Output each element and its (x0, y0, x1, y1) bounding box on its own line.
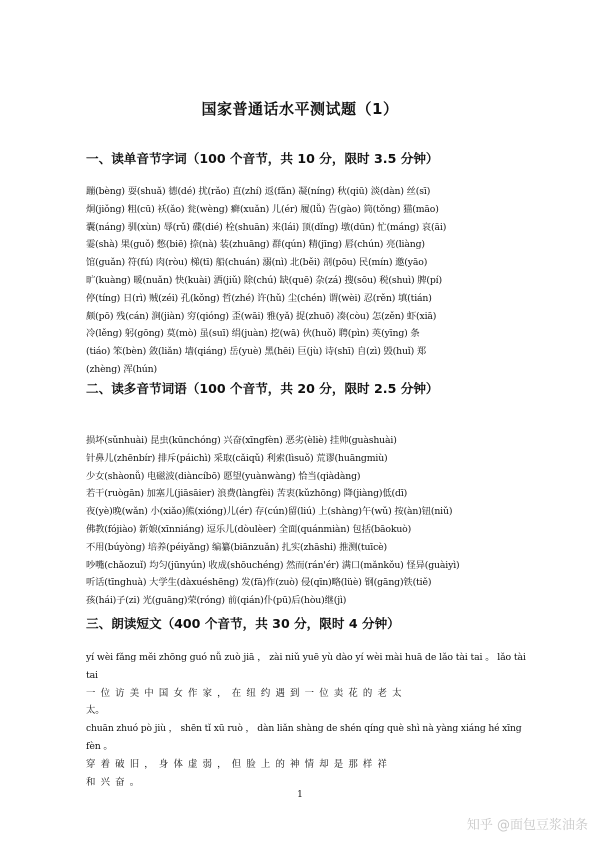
section-heading-single-syllable: 一、读单音节字词（100 个音节，共 10 分，限时 3.5 分钟） (86, 151, 439, 166)
word-line: 吵嘴(chǎozuǐ) 均匀(jūnyún) 收成(shōuchéng) 然而(rán'ér) 满口(mǎnkǒu) 怪异(guàiyì) (86, 559, 460, 571)
reading-passage (86, 649, 526, 791)
watermark-text: 知乎 @面包豆浆油条 (466, 818, 588, 833)
word-line: 孩(hái)子(zi) 光(guāng)荣(róng) 前(qián)仆(pū)后(hòu)继(jì) (86, 595, 347, 607)
section-heading-multi-syllable: 二、读多音节词语（100 个音节，共 20 分，限时 2.5 分钟） (86, 381, 439, 396)
multi-syllable-word-list (86, 432, 526, 610)
single-syllable-word-list (86, 183, 526, 379)
hanzi-line: 和兴奋。 (86, 776, 145, 788)
word-line: (tiáo) 笨(bèn) 敛(liǎn) 墙(qiáng) 岳(yuè) 黑(hēi) 巨(jù) 诗(shī) 自(zì) 毁(huǐ) 郑 (86, 346, 427, 358)
hanzi-line: 穿着破旧，身体虚弱，但脸上的神情却是那样祥 (86, 758, 393, 770)
word-line: 佛教(fójiào) 新娘(xīnniáng) 逗乐儿(dòulèer) 全面(quánmiàn) 包括(bāokuò) (86, 523, 412, 535)
section-heading-reading-passage: 三、朗读短文（400 个音节，共 30 分，限时 4 分钟） (86, 616, 400, 631)
word-line: 囊(náng) 驯(xùn) 辱(rǔ) 碟(dié) 栓(shuān) 来(lái) 顶(dǐng) 墩(dūn) 忙(máng) 哀(āi) (86, 221, 447, 233)
page-number: 1 (297, 790, 303, 800)
word-line: 停(tíng) 日(rì) 贼(zéi) 孔(kǒng) 哲(zhé) 许(hǔ) 尘(chén) 谓(wèi) 忍(rěn) 填(tián) (86, 292, 432, 304)
hanzi-line: 一位访美中国女作家，在纽约遇到一位卖花的老太 (86, 687, 407, 699)
word-line: 蹦(bèng) 耍(shuǎ) 德(dé) 扰(rǎo) 直(zhí) 返(fǎn) 凝(níng) 秋(qiū) 淡(dàn) 丝(sī) (86, 186, 431, 197)
word-line: 少女(shàonǚ) 电磁波(diàncíbō) 愿望(yuànwàng) 恰当(qiàdàng) (86, 470, 361, 482)
page-title: 国家普通话水平测试题（1） (201, 100, 399, 118)
word-line: 馆(guǎn) 符(fú) 肉(ròu) 梯(tī) 船(chuán) 溺(nì) 北(běi) 剖(pōu) 民(mín) 邀(yāo) (86, 257, 428, 269)
word-line: 颇(pō) 残(cán) 涧(jiàn) 穷(qióng) 歪(wāi) 雅(yǎ) 捉(zhuō) 凑(còu) 怎(zěn) 虾(xiā) (86, 310, 437, 322)
word-line: 冷(lěng) 躬(gōng) 莫(mò) 虽(suī) 绢(juàn) 挖(wā) 伙(huǒ) 聘(pìn) 英(yīng) 条 (86, 328, 420, 340)
word-line: 针鼻儿(zhēnbír) 排斥(páichì) 采取(cǎiqǔ) 利索(lìsuǒ) 荒谬(huāngmiù) (86, 452, 388, 464)
word-line: 炯(jiǒng) 粗(cū) 袄(ǎo) 瓮(wèng) 癣(xuǎn) 儿(ér) 履(lǚ) 告(gào) 筒(tǒng) 猫(māo) (86, 203, 439, 215)
word-line: 霎(shà) 果(guǒ) 憋(biē) 捺(nà) 装(zhuāng) 群(qún) 精(jīng) 唇(chún) 亮(liàng) (86, 239, 425, 251)
pinyin-line: chuān zhuó pò jiù ， shēn tǐ xū ruò ， dàn liǎn shàng de shén qíng què shì nà yàng xiáng hé xīng (86, 723, 522, 735)
word-line: 夜(yè)晚(wǎn) 小(xiǎo)熊(xióng)儿(ér) 存(cún)留(liú) 上(shàng)午(wǔ) 按(àn)钮(niǔ) (86, 506, 453, 518)
word-line: (zhèng) 浑(hún) (86, 363, 157, 375)
hanzi-line: 太。 (86, 705, 105, 717)
word-line: 旷(kuàng) 暖(nuǎn) 快(kuài) 洒(jiǔ) 除(chú) 缺(quē) 杂(zá) 搜(sōu) 税(shuì) 脾(pí) (86, 274, 442, 286)
pinyin-line: fèn 。 (86, 740, 113, 752)
word-line: 损坏(sǔnhuài) 昆虫(kūnchóng) 兴奋(xīngfèn) 恶劣(èliè) 挂帅(guàshuài) (86, 435, 397, 446)
word-line: 若干(ruògān) 加塞儿(jiāsāier) 浪费(làngfèi) 苦衷(kǔzhōng) 降(jiàng)低(dī) (86, 488, 408, 500)
word-line: 听话(tīnghuà) 大学生(dàxuéshēng) 发(fā)作(zuò) 侵(qīn)略(lüè) 钢(gāng)铁(tiě) (86, 577, 432, 589)
pinyin-line: yí wèi fǎng měi zhōng guó nǚ zuò jiā ， zài niǔ yuē yù dào yí wèi mài huā de lǎo tài tai 。 lǎo tài (86, 652, 526, 663)
word-line: 不用(búyòng) 培养(péiyǎng) 编纂(biānzuǎn) 扎实(zhāshi) 推测(tuīcè) (86, 541, 387, 553)
pinyin-line: tai (86, 669, 98, 681)
